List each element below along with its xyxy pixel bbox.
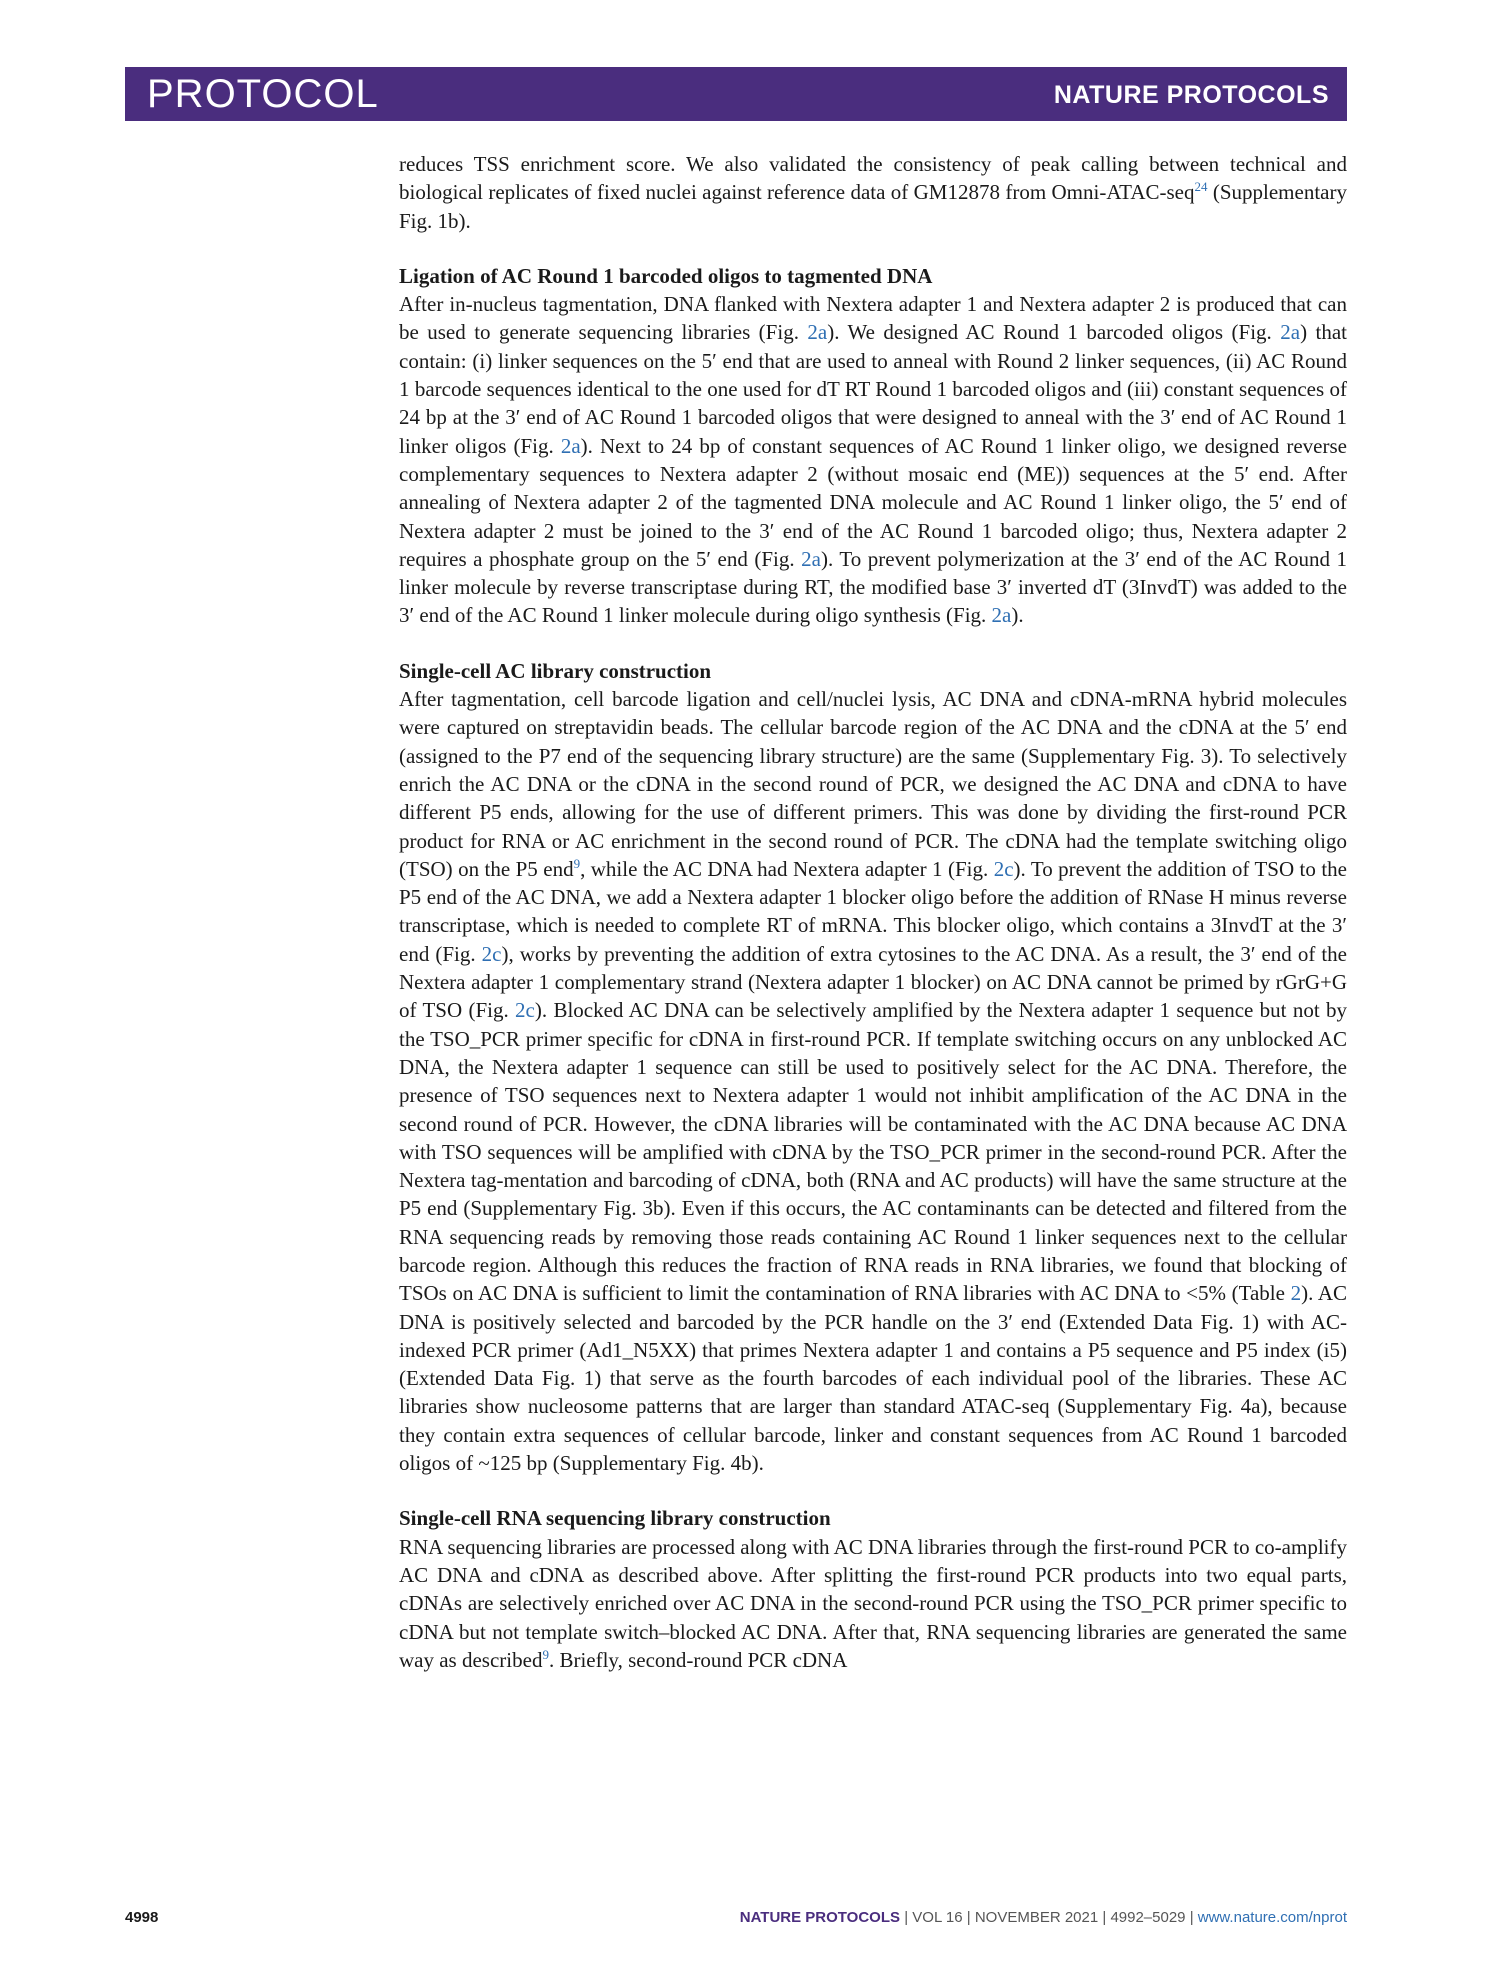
footer-volume: VOL 16 <box>912 1909 963 1926</box>
section-paragraph: After in-nucleus tagmentation, DNA flanked with Nextera adapter 1 and Nextera adapter 2 is produced that can be used to generate sequencing libraries (Fig. 2a). We designed AC Round 1 barcoded oligos (Fig. 2a) that contain: (i) linker sequences on the 5′ end that are used to anneal with Round 2 linker sequences, (ii) AC Round 1 barcode sequences identical to the one used for dT RT Round 1 barcoded oligos and (iii) constant sequences of 24 bp at the 3′ end of AC Round 1 barcoded oligos that were designed to anneal with the 3′ end of AC Round 1 linker oligos (Fig. 2a). Next to 24 bp of constant sequences of AC Round 1 linker oligo, we designed reverse complementary sequences to Nextera adapter 2 (without mosaic end (ME)) sequences at the 5′ end. After annealing of Nextera adapter 2 of the tagmented DNA molecule and AC Round 1 linker oligo, the 5′ end of Nextera adapter 2 must be joined to the 3′ end of the AC Round 1 barcoded oligo; thus, Nextera adapter 2 requires a phosphate group on the 5′ end (Fig. 2a). To prevent polymerization at the 3′ end of the AC Round 1 linker molecule by reverse transcriptase during RT, the modified base 3′ inverted dT (3InvdT) was added to the 3′ end of the AC Round 1 linker molecule during oligo synthesis (Fig. 2a). <box>399 292 1348 628</box>
footer-url-link[interactable]: www.nature.com/nprot <box>1197 1909 1347 1926</box>
section-rna-library <box>399 1504 1347 1674</box>
intro-paragraph: reduces TSS enrichment score. We also validated the consistency of peak calling between technical and biological replicates of fixed nuclei against reference data of GM12878 from Omni-ATAC-seq$^{24}$ (Supplementary Fig. 1b). <box>399 152 1347 233</box>
table-link[interactable]: 2 <box>1290 1281 1302 1306</box>
reference-link[interactable]: 9 <box>542 1646 549 1662</box>
figure-link[interactable]: 2c <box>993 856 1014 881</box>
page-header <box>125 67 1347 121</box>
figure-link[interactable]: 2a <box>560 433 581 458</box>
figure-link[interactable]: 2c <box>515 998 535 1023</box>
figure-link[interactable]: 2a <box>1280 320 1301 345</box>
section-paragraph: RNA sequencing libraries are processed along with AC DNA libraries through the first-round PCR to co-amplify AC DNA and cDNA as described above. After splitting the first-round PCR products into two equal parts, cDNAs are selectively enriched over AC DNA in the second-round PCR using the TSO_PCR primer specific to cDNA but not template switch–blocked AC DNA. After that, RNA sequencing libraries are generated the same way as described$^9$. Briefly, second-round PCR cDNA <box>399 1534 1347 1672</box>
section-heading: Single-cell AC library construction <box>399 658 712 683</box>
reference-link[interactable]: 24 <box>1194 179 1208 195</box>
reference-link[interactable]: 9 <box>573 855 581 871</box>
section-paragraph: After tagmentation, cell barcode ligation and cell/nuclei lysis, AC DNA and cDNA-mRNA hybrid molecules were captured on streptavidin beads. The cellular barcode region of the AC DNA and the cDNA at the 5′ end (assigned to the P7 end of the sequencing library structure) are the same (Supplementary Fig. 3). To selectively enrich the AC DNA or the cDNA in the second round of PCR, we designed the AC DNA and cDNA to have different P5 ends, allowing for the use of different primers. This was done by dividing the first-round PCR product for RNA or AC enrichment in the second round of PCR. The cDNA had the template switching oligo (TSO) on the P5 end$^9$, while the AC DNA had Nextera adapter 1 (Fig. 2c). To prevent the addition of TSO to the P5 end of the AC DNA, we add a Nextera adapter 1 blocker oligo before the addition of RNase H minus reverse transcriptase, which is needed to complete RT of mRNA. This blocker oligo, which contains a 3InvdT at the 3′ end (Fig. 2c), works by preventing the addition of extra cytosines to the AC DNA. As a result, the 3′ end of the Nextera adapter 1 complementary strand (Nextera adapter 1 blocker) on AC DNA cannot be primed by rGrG+G of TSO (Fig. 2c). Blocked AC DNA can be selectively amplified by the Nextera adapter 1 sequence but not by the TSO_PCR primer specific for cDNA in first-round PCR. If template switching occurs on any unblocked AC DNA, the Nextera adapter 1 sequence can still be used to positively select for the AC DNA. Therefore, the presence of TSO sequences next to Nextera adapter 1 would not inhibit amplification of the AC DNA in the second round of PCR. However, the cDNA libraries will be contaminated with the AC DNA because AC DNA with TSO sequences will be amplified with cDNA by the TSO_PCR primer in the second-round PCR. After the Nextera tag-mentation and barcoding of cDNA, both (RNA and AC products) will have the same structure at the P5 end (Supplementary Fig. 3b). Even if this occurs, the AC contaminants can be detected and filtered from the RNA sequencing reads by removing those reads containing AC Round 1 linker sequences next to the cellular barcode region. Although this reduces the fraction of RNA reads in RNA libraries, we found that blocking of TSOs on AC DNA is sufficient to limit the contamination of RNA libraries with AC DNA to <5% (Table 2). AC DNA is positively selected and barcoded by the PCR handle on the 3′ end (Extended Data Fig. 1) with AC-indexed PCR primer (Ad1_N5XX) that primes Nextera adapter 1 and contains a P5 sequence and P5 index (i5) (Extended Data Fig. 1) that serve as the fourth barcodes of each individual pool of the libraries. These AC libraries show nucleosome patterns that are larger than standard ATAC-seq (Supplementary Fig. 4a), because they contain extra sequences of cellular barcode, linker and constant sequences from AC Round 1 barcoded oligos of ~125 bp (Supplementary Fig. 4b). <box>399 687 1348 1476</box>
section-ligation <box>399 262 1347 630</box>
journal-name: NATURE PROTOCOLS <box>1053 81 1329 109</box>
section-ac-library <box>399 657 1347 1478</box>
section-heading: Single-cell RNA sequencing library construction <box>399 1506 831 1531</box>
section-label: PROTOCOL <box>147 72 379 116</box>
article-body <box>399 150 1347 1674</box>
footer-pages: 4992–5029 <box>1110 1909 1186 1926</box>
section-heading: Ligation of AC Round 1 barcoded oligos to tagmented DNA <box>399 263 933 288</box>
footer-date: NOVEMBER 2021 <box>974 1909 1099 1926</box>
figure-link[interactable]: 2a <box>991 603 1012 628</box>
figure-link[interactable]: 2c <box>481 941 502 966</box>
journal-footer: NATURE PROTOCOLS | VOL 16 | NOVEMBER 2021 | 4992–5029 | www.nature.com/nprot <box>739 1909 1347 1926</box>
footer-journal-name: NATURE PROTOCOLS <box>739 1909 901 1926</box>
figure-link[interactable]: 2a <box>801 546 821 571</box>
figure-link[interactable]: 2a <box>807 320 828 345</box>
page-number: 4998 <box>125 1909 159 1926</box>
